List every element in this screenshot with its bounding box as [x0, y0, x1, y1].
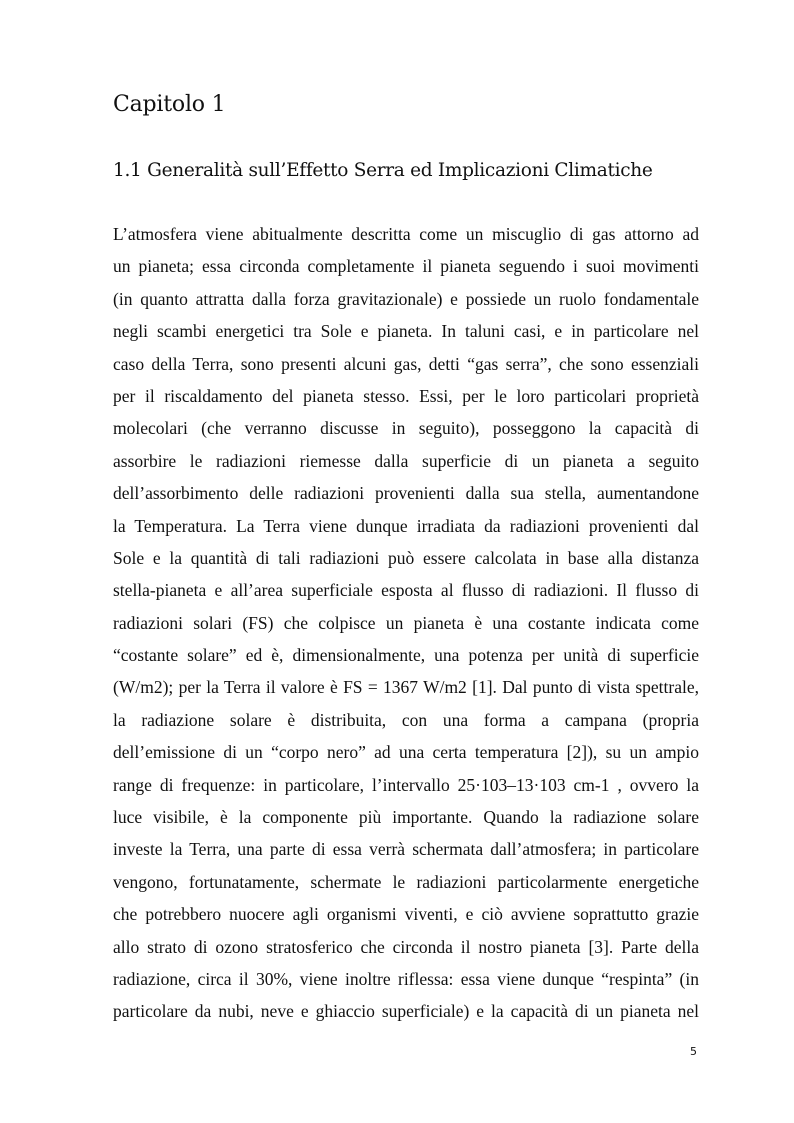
body-line: luce visibile, è la componente più importante. Quando la radiazione solare: [113, 807, 699, 828]
body-line: un pianeta; essa circonda completamente il pianeta seguendo i suoi movimenti: [113, 256, 699, 277]
body-line: “costante solare” ed è, dimensionalmente, una potenza per unità di superficie: [113, 645, 699, 666]
chapter-title: Capitolo 1: [113, 92, 226, 117]
body-line: (in quanto attratta dalla forza gravitazionale) e possiede un ruolo fondamentale: [113, 288, 699, 309]
body-line: dell’assorbimento delle radiazioni provenienti dalla sua stella, aumentandone: [113, 483, 699, 504]
body-line: (W/m2); per la Terra il valore è FS = 1367 W/m2 [1]. Dal punto di vista spettrale,: [113, 677, 699, 698]
body-line: la Temperatura. La Terra viene dunque irradiata da radiazioni provenienti dal: [113, 515, 699, 536]
body-line: molecolari (che verranno discusse in seguito), posseggono la capacità di: [113, 418, 699, 439]
body-paragraph: [113, 218, 699, 1028]
body-line: Sole e la quantità di tali radiazioni può essere calcolata in base alla distanza: [113, 547, 699, 568]
body-line: per il riscaldamento del pianeta stesso. Essi, per le loro particolari proprietà: [113, 385, 699, 406]
body-line: assorbire le radiazioni riemesse dalla superficie di un pianeta a seguito: [113, 450, 699, 471]
page-number: 5: [690, 1045, 697, 1058]
body-line: dell’emissione di un “corpo nero” ad una certa temperatura [2]), su un ampio: [113, 742, 699, 763]
body-line: stella-pianeta e all’area superficiale esposta al flusso di radiazioni. Il flusso di: [113, 580, 699, 601]
body-line: radiazioni solari (FS) che colpisce un pianeta è una costante indicata come: [113, 612, 699, 633]
body-line: investe la Terra, una parte di essa verrà schermata dall’atmosfera; in particolare: [113, 839, 699, 860]
body-line: range di frequenze: in particolare, l’intervallo 25·103–13·103 cm-1 , ovvero la: [113, 774, 699, 795]
body-line: che potrebbero nuocere agli organismi viventi, e ciò avviene soprattutto grazie: [113, 904, 699, 925]
body-line: caso della Terra, sono presenti alcuni gas, detti “gas serra”, che sono essenziali: [113, 353, 699, 374]
body-line: negli scambi energetici tra Sole e pianeta. In taluni casi, e in particolare nel: [113, 321, 699, 342]
body-line: allo strato di ozono stratosferico che circonda il nostro pianeta [3]. Parte della: [113, 936, 699, 957]
body-line: radiazione, circa il 30%, viene inoltre riflessa: essa viene dunque “respinta” (in: [113, 968, 699, 989]
body-line: la radiazione solare è distribuita, con una forma a campana (propria: [113, 709, 699, 730]
body-line: particolare da nubi, neve e ghiaccio superficiale) e la capacità di un pianeta nel: [113, 1001, 699, 1022]
section-title: 1.1 Generalità sull’Effetto Serra ed Implicazioni Climatiche: [113, 160, 653, 181]
body-line: vengono, fortunatamente, schermate le radiazioni particolarmente energetiche: [113, 871, 699, 892]
body-line: L’atmosfera viene abitualmente descritta come un miscuglio di gas attorno ad: [113, 224, 699, 244]
